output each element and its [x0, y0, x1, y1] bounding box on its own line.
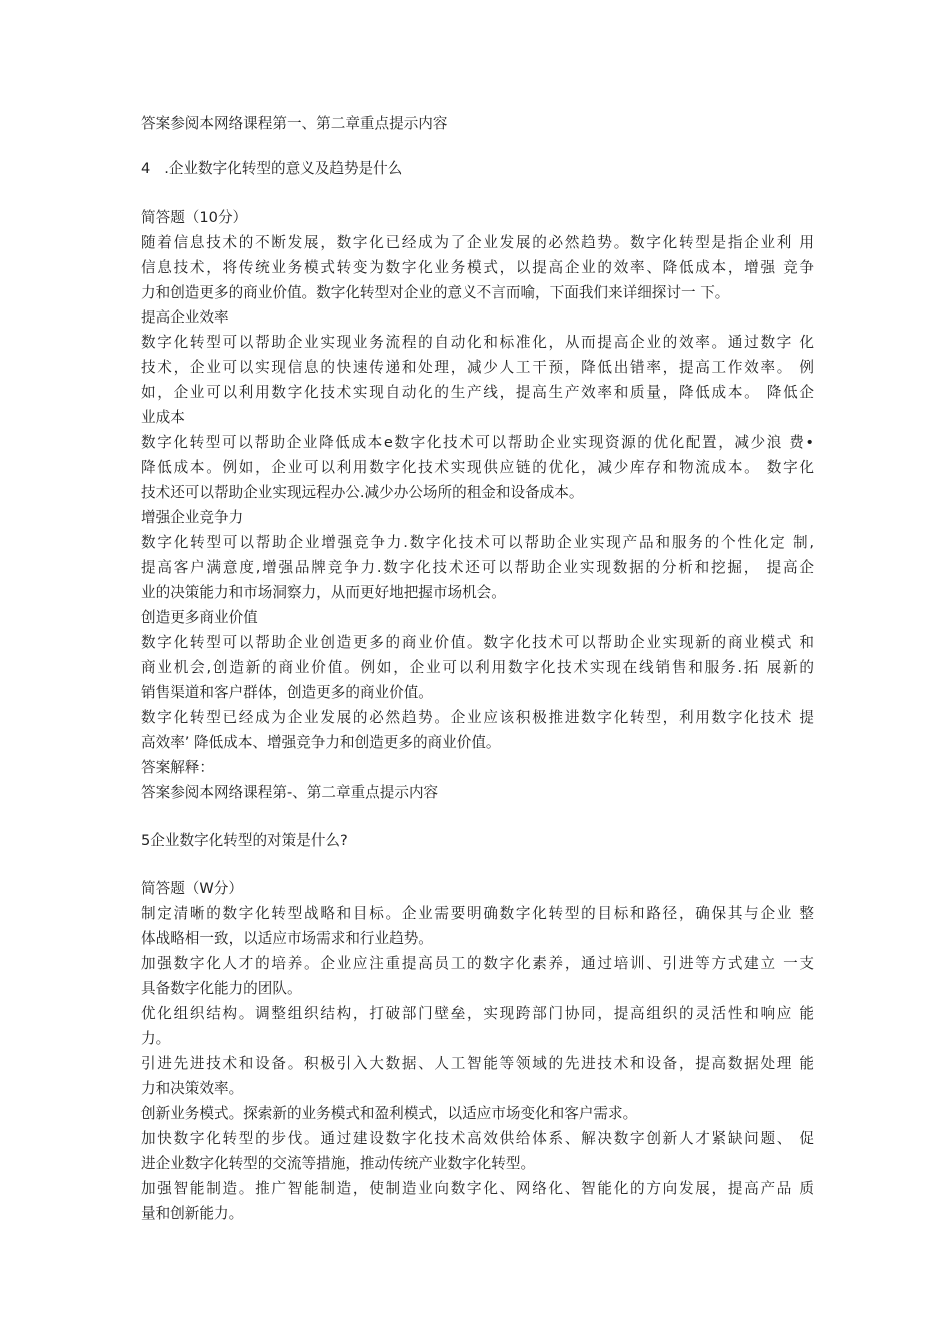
answer-paragraph-line: 体战略相一致，以适应市场需求和行业趋势。: [141, 930, 433, 947]
answer-paragraph-line: 量和创新能力。: [141, 1205, 244, 1222]
answer-paragraph-line: 加强数字化人才的培养。企业应注重提高员工的数字化素养，通过培训、引进等方式建立 一支: [141, 955, 814, 972]
question-type-label: 简答题（W分）: [141, 880, 243, 897]
answer-paragraph-line: 数字化转型可以帮助企业实现业务流程的自动化和标准化，从而提高企业的效率。通过数字 化: [141, 334, 814, 351]
answer-explanation-label: 答案解释：: [141, 759, 214, 776]
answer-paragraph-line: 随着信息技术的不断发展，数字化已经成为了企业发展的必然趋势。数字化转型是指企业利 用: [141, 234, 814, 251]
question-4-title: 4 .企业数字化转型的意义及趋势是什么: [141, 160, 403, 177]
section-heading: 增强企业竞争力: [141, 509, 244, 526]
answer-paragraph-line: 降低成本。例如，企业可以利用数字化技术实现供应链的优化，减少库存和物流成本。 数字化: [141, 459, 814, 476]
answer-paragraph-line: 数字化转型可以帮助企业降低成本e数字化技术可以帮助企业实现资源的优化配置，减少浪 费•: [141, 434, 814, 451]
section-heading: 创造更多商业价值: [141, 609, 258, 626]
answer-paragraph-line: 制定清晰的数字化转型战略和目标。企业需要明确数字化转型的目标和路径，确保其与企业 整: [141, 905, 814, 922]
answer-paragraph-line: 创新业务模式。探索新的业务模式和盈利模式，以适应市场变化和客户需求。: [141, 1105, 638, 1122]
answer-paragraph-line: 销售渠道和客户群体，创造更多的商业价值。: [141, 684, 433, 701]
answer-paragraph-line: 加快数字化转型的步伐。通过建设数字化技术高效供给体系、解决数字创新人才紧缺问题、 促: [141, 1130, 814, 1147]
answer-paragraph-line: 进企业数字化转型的交流等措施，推动传统产业数字化转型。: [141, 1155, 536, 1172]
answer-paragraph-line: 力和创造更多的商业价值。数字化转型对企业的意义不言而喻，下面我们来详细探讨一 下。: [141, 284, 730, 301]
answer-paragraph-line: 信息技术，将传统业务模式转变为数字化业务模式，以提高企业的效率、降低成本，增强 竞争: [141, 259, 814, 276]
answer-paragraph-line: 具备数字化能力的团队。: [141, 980, 302, 997]
question-type-label: 简答题（10分）: [141, 209, 248, 226]
section-heading: 提高企业效率: [141, 309, 229, 326]
answer-paragraph-line: 数字化转型已经成为企业发展的必然趋势。企业应该积极推进数字化转型，利用数字化技术 提: [141, 709, 814, 726]
answer-paragraph-line: 数字化转型可以帮助企业创造更多的商业价值。数字化技术可以帮助企业实现新的商业模式 和: [141, 634, 814, 651]
answer-reference-text: 答案参阅本网络课程第-、第二章重点提示内容: [141, 784, 439, 801]
answer-paragraph-line: 加强智能制造。推广智能制造，使制造业向数字化、网络化、智能化的方向发展，提高产品 质: [141, 1180, 814, 1197]
answer-reference-text: 答案参阅本网络课程第一、第二章重点提示内容: [141, 115, 448, 132]
answer-paragraph-line: 数字化转型可以帮助企业增强竞争力.数字化技术可以帮助企业实现产品和服务的个性化定 制,: [141, 534, 814, 551]
answer-paragraph-line: 技术还可以帮助企业实现远程办公.减少办公场所的租金和设备成本。: [141, 484, 584, 501]
answer-paragraph-line: 优化组织结构。调整组织结构，打破部门壁垒，实现跨部门协同，提高组织的灵活性和响应 能: [141, 1005, 814, 1022]
question-5-title: 5企业数字化转型的对策是什么?: [141, 832, 348, 849]
answer-paragraph-line: 提高客户满意度,增强品牌竞争力.数字化技术还可以帮助企业实现数据的分析和挖掘， 提高企: [141, 559, 814, 576]
answer-paragraph-line: 力。: [141, 1030, 171, 1047]
answer-paragraph-line: 商业机会,创造新的商业价值。例如，企业可以利用数字化技术实现在线销售和服务.拓 展新的: [141, 659, 814, 676]
answer-paragraph-line: 力和决策效率。: [141, 1080, 244, 1097]
answer-paragraph-line: 高效率’ 降低成本、增强竞争力和创造更多的商业价值。: [141, 734, 501, 751]
answer-paragraph-line: 业的决策能力和市场洞察力，从而更好地把握市场机会。: [141, 584, 506, 601]
answer-paragraph-line: 技术，企业可以实现信息的快速传递和处理，减少人工干预，降低出错率，提高工作效率。 例: [141, 359, 814, 376]
answer-paragraph-line: 如，企业可以利用数字化技术实现自动化的生产线，提高生产效率和质量，降低成本。 降低企: [141, 384, 814, 401]
section-heading: 业成本: [141, 409, 185, 426]
answer-paragraph-line: 引进先进技术和设备。积极引入大数据、人工智能等领域的先进技术和设备，提高数据处理 能: [141, 1055, 814, 1072]
